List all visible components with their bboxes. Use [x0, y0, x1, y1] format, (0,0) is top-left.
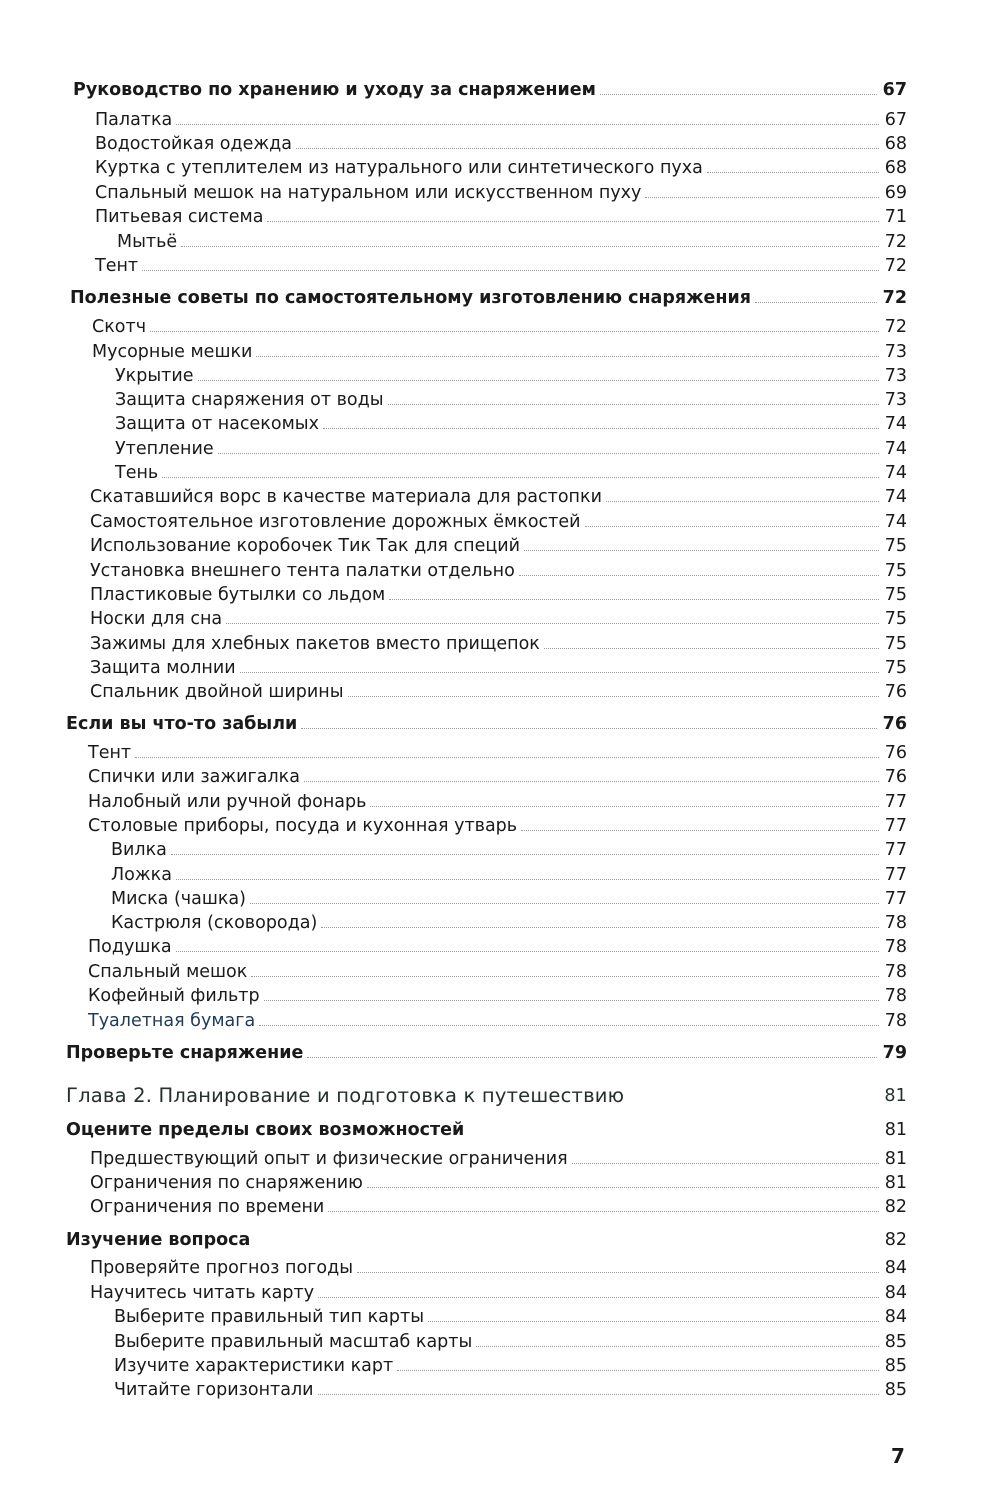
dot-leader [198, 380, 879, 381]
toc-entry-page: 78 [884, 1011, 907, 1031]
toc-entry-title: Защита молнии [90, 658, 236, 678]
toc-entry[interactable] [115, 410, 907, 434]
toc-entry-page: 78 [884, 937, 907, 957]
toc-entry[interactable] [90, 654, 907, 678]
toc-entry[interactable] [90, 605, 907, 629]
toc-entry-page: 75 [884, 536, 907, 556]
toc-entry-page: 78 [884, 962, 907, 982]
toc-entry[interactable] [92, 338, 907, 362]
dot-leader [142, 270, 879, 271]
toc-entry-page: 81 [884, 1173, 907, 1193]
toc-entry-section[interactable] [66, 1116, 907, 1140]
toc-entry-page: 82 [884, 1230, 907, 1250]
toc-entry-section[interactable] [66, 1226, 907, 1250]
toc-entry-page: 81 [884, 1149, 907, 1169]
toc-entry-page: 73 [884, 342, 907, 362]
toc-entry-title: Куртка с утеплителем из натурального или синтетического пуха [95, 158, 703, 178]
toc-entry-page: 69 [884, 183, 907, 203]
toc-entry[interactable] [111, 836, 907, 860]
dot-leader [628, 1100, 878, 1101]
toc-entry[interactable] [115, 362, 907, 386]
toc-entry-page: 78 [884, 913, 907, 933]
toc-entry[interactable] [90, 630, 907, 654]
toc-entry-title: Туалетная бумага [88, 1011, 256, 1031]
toc-entry-page: 77 [884, 889, 907, 909]
toc-entry[interactable] [90, 1169, 907, 1193]
toc-entry-page: 76 [884, 767, 907, 787]
dot-leader [267, 221, 878, 222]
dot-leader [318, 1394, 879, 1395]
toc-entry-page: 84 [884, 1307, 907, 1327]
dot-leader [176, 879, 879, 880]
toc-entry[interactable] [115, 459, 907, 483]
toc-entry-title: Налобный или ручной фонарь [88, 792, 367, 812]
dot-leader [519, 575, 879, 576]
dot-leader [600, 94, 877, 95]
toc-entry-title: Кастрюля (сковорода) [111, 913, 318, 933]
toc-entry-page: 85 [884, 1380, 907, 1400]
toc-entry-section[interactable] [73, 76, 907, 100]
toc-entry-page: 78 [884, 986, 907, 1006]
dot-leader [468, 1134, 878, 1135]
toc-entry-page: 73 [884, 390, 907, 410]
dot-leader [307, 1057, 876, 1058]
toc-entry[interactable] [90, 483, 907, 507]
toc-entry-page: 76 [884, 682, 907, 702]
toc-entry-title: Спички или зажигалка [88, 767, 300, 787]
toc-entry-title: Спальный мешок на натуральном или искусственном пуху [95, 183, 642, 203]
dot-leader [218, 453, 879, 454]
dot-leader [181, 246, 879, 247]
page-number: 7 [891, 1444, 905, 1468]
toc-entry-title: Самостоятельное изготовление дорожных ёмкостей [90, 512, 581, 532]
dot-leader [251, 976, 878, 977]
dot-leader [572, 1163, 879, 1164]
toc-entry-title: Спальник двойной ширины [90, 682, 344, 702]
toc-entry-page: 72 [882, 288, 907, 308]
toc-entry[interactable] [114, 1352, 907, 1376]
dot-leader [524, 550, 879, 551]
dot-leader [521, 830, 879, 831]
toc-entry[interactable] [115, 435, 907, 459]
toc-entry-title: Мытьё [117, 232, 178, 252]
toc-entry-title: Скотч [92, 317, 147, 337]
toc-entry[interactable] [88, 739, 907, 763]
dot-leader [296, 148, 879, 149]
dot-leader [707, 172, 879, 173]
toc-entry-title: Утепление [115, 439, 214, 459]
toc-entry[interactable] [88, 1007, 907, 1031]
dot-leader [389, 599, 878, 600]
toc-entry-page: 85 [884, 1356, 907, 1376]
toc-entry-title: Спальный мешок [88, 962, 248, 982]
toc-entry-page: 76 [884, 743, 907, 763]
dot-leader [476, 1346, 878, 1347]
dot-leader [150, 331, 879, 332]
dot-leader [171, 854, 879, 855]
dot-leader [367, 1187, 879, 1188]
toc-entry-title: Тент [95, 256, 139, 276]
toc-entry-title: Изучите характеристики карт [114, 1356, 394, 1376]
toc-entry-page: 75 [884, 561, 907, 581]
toc-entry-title: Укрытие [115, 366, 194, 386]
dot-leader [428, 1321, 879, 1322]
dot-leader [318, 1297, 879, 1298]
toc-entry[interactable] [95, 203, 907, 227]
toc-entry[interactable] [95, 130, 907, 154]
toc-entry[interactable] [111, 861, 907, 885]
toc-entry-title: Читайте горизонтали [114, 1380, 314, 1400]
dot-leader [135, 757, 879, 758]
toc-entry-page: 74 [884, 439, 907, 459]
toc-entry[interactable] [90, 1193, 907, 1217]
toc-entry-page: 76 [882, 714, 907, 734]
toc-entry[interactable] [90, 1145, 907, 1169]
toc-entry[interactable] [92, 313, 907, 337]
dot-leader [585, 526, 879, 527]
toc-entry-page: 74 [884, 512, 907, 532]
toc-entry[interactable] [111, 909, 907, 933]
toc-entry-title: Оцените пределы своих возможностей [66, 1120, 465, 1140]
toc-entry-title: Использование коробочек Тик Так для специй [90, 536, 520, 556]
toc-entry[interactable] [114, 1303, 907, 1327]
toc-entry-page: 74 [884, 463, 907, 483]
toc-entry-title: Столовые приборы, посуда и кухонная утварь [88, 816, 518, 836]
toc-entry-title: Изучение вопроса [66, 1230, 251, 1250]
toc-entry[interactable] [114, 1328, 907, 1352]
toc-entry-title: Ограничения по времени [90, 1197, 325, 1217]
toc-entry-title: Защита снаряжения от воды [115, 390, 384, 410]
toc-entry-page: 81 [884, 1086, 907, 1106]
toc-entry-title: Выберите правильный тип карты [114, 1307, 425, 1327]
toc-entry-page: 81 [884, 1120, 907, 1140]
toc-entry-title: Пластиковые бутылки со льдом [90, 585, 386, 605]
toc-entry-title: Подушка [88, 937, 172, 957]
toc-entry[interactable] [88, 812, 907, 836]
toc-entry[interactable] [88, 982, 907, 1006]
toc-entry-page: 72 [884, 256, 907, 276]
toc-entry-title: Водостойкая одежда [95, 134, 292, 154]
dot-leader [264, 1000, 879, 1001]
toc-entry[interactable] [90, 581, 907, 605]
toc-entry-page: 75 [884, 634, 907, 654]
toc-entry-page: 67 [884, 110, 907, 130]
dot-leader [226, 623, 879, 624]
dot-leader [254, 1244, 878, 1245]
toc-entry-page: 72 [884, 232, 907, 252]
toc-entry-page: 85 [884, 1332, 907, 1352]
toc-entry[interactable] [90, 678, 907, 702]
toc-entry-page: 71 [884, 207, 907, 227]
toc-entry[interactable] [90, 1254, 907, 1278]
toc-entry-title: Научитесь читать карту [90, 1283, 315, 1303]
toc-entry[interactable] [111, 885, 907, 909]
toc-entry-title: Питьевая система [95, 207, 264, 227]
toc-entry-page: 84 [884, 1258, 907, 1278]
toc-entry[interactable] [115, 386, 907, 410]
toc-entry-page: 79 [882, 1043, 907, 1063]
toc-entry[interactable] [95, 154, 907, 178]
toc-entry-title: Ограничения по снаряжению [90, 1173, 363, 1193]
dot-leader [162, 477, 879, 478]
toc-entry-page: 75 [884, 658, 907, 678]
toc-entry[interactable] [90, 508, 907, 532]
toc-entry-page: 68 [884, 158, 907, 178]
toc-entry-title: Вилка [111, 840, 167, 860]
toc-entry[interactable] [90, 532, 907, 556]
toc-entry-title: Зажимы для хлебных пакетов вместо прищепок [90, 634, 540, 654]
dot-leader [397, 1370, 879, 1371]
toc-entry[interactable] [88, 933, 907, 957]
toc-entry[interactable] [88, 788, 907, 812]
toc-entry-page: 75 [884, 585, 907, 605]
toc-entry-title: Палатка [95, 110, 173, 130]
dot-leader [328, 1211, 878, 1212]
toc-entry-title: Проверяйте прогноз погоды [90, 1258, 354, 1278]
dot-leader [256, 356, 878, 357]
toc-entry-title: Носки для сна [90, 609, 223, 629]
toc-entry-title: Мусорные мешки [92, 342, 253, 362]
dot-leader [240, 672, 879, 673]
toc-entry-page: 82 [884, 1197, 907, 1217]
dot-leader [176, 951, 879, 952]
toc-entry-page: 84 [884, 1283, 907, 1303]
toc-entry[interactable] [88, 763, 907, 787]
toc-entry-title: Проверьте снаряжение [66, 1043, 304, 1063]
toc-entry-title: Защита от насекомых [115, 414, 319, 434]
dot-leader [755, 302, 877, 303]
toc-entry-title: Тень [115, 463, 159, 483]
dot-leader [388, 404, 879, 405]
toc-entry-section[interactable] [70, 284, 907, 308]
toc-entry-title: Тент [88, 743, 132, 763]
toc-entry-page: 74 [884, 414, 907, 434]
dot-leader [645, 197, 878, 198]
toc-entry-page: 77 [884, 792, 907, 812]
toc-entry-page: 68 [884, 134, 907, 154]
toc-entry-page: 73 [884, 366, 907, 386]
toc-entry-title: Если вы что-то забыли [66, 714, 298, 734]
toc-entry-page: 77 [884, 840, 907, 860]
toc-entry[interactable] [114, 1376, 907, 1400]
toc-chapter-heading[interactable] [66, 1082, 907, 1106]
toc-entry-page: 77 [884, 865, 907, 885]
toc-entry-title: Установка внешнего тента палатки отдельно [90, 561, 515, 581]
toc-entry-page: 77 [884, 816, 907, 836]
toc-entry[interactable] [90, 557, 907, 581]
dot-leader [357, 1272, 879, 1273]
toc-entry-page: 67 [882, 80, 907, 100]
dot-leader [259, 1025, 879, 1026]
toc-entry-title: Глава 2. Планирование и подготовка к путешествию [66, 1084, 625, 1107]
dot-leader [304, 781, 879, 782]
dot-leader [250, 903, 879, 904]
toc-entry-title: Миска (чашка) [111, 889, 246, 909]
toc-entry-page: 75 [884, 609, 907, 629]
toc-entry-title: Выберите правильный масштаб карты [114, 1332, 473, 1352]
toc-entry-title: Ложка [111, 865, 172, 885]
toc-entry[interactable] [95, 106, 907, 130]
toc-entry-title: Кофейный фильтр [88, 986, 260, 1006]
toc-entry-title: Руководство по хранению и уходу за снаряжением [73, 80, 596, 100]
dot-leader [301, 728, 876, 729]
dot-leader [348, 696, 879, 697]
toc-entry-title: Полезные советы по самостоятельному изготовлению снаряжения [70, 288, 751, 308]
dot-leader [176, 124, 878, 125]
toc-entry[interactable] [95, 252, 907, 276]
dot-leader [321, 927, 878, 928]
dot-leader [606, 501, 879, 502]
dot-leader [323, 428, 879, 429]
dot-leader [544, 648, 879, 649]
toc-entry-section[interactable] [66, 710, 907, 734]
toc-entry-page: 72 [884, 317, 907, 337]
toc-entry[interactable] [88, 958, 907, 982]
toc-entry-section[interactable] [66, 1039, 907, 1063]
toc-entry-title: Предшествующий опыт и физические ограничения [90, 1149, 568, 1169]
toc-entry[interactable] [117, 228, 907, 252]
toc-entry-title: Скатавшийся ворс в качестве материала для растопки [90, 487, 602, 507]
dot-leader [370, 806, 878, 807]
toc-entry[interactable] [90, 1279, 907, 1303]
toc-entry[interactable] [95, 179, 907, 203]
toc-entry-page: 74 [884, 487, 907, 507]
